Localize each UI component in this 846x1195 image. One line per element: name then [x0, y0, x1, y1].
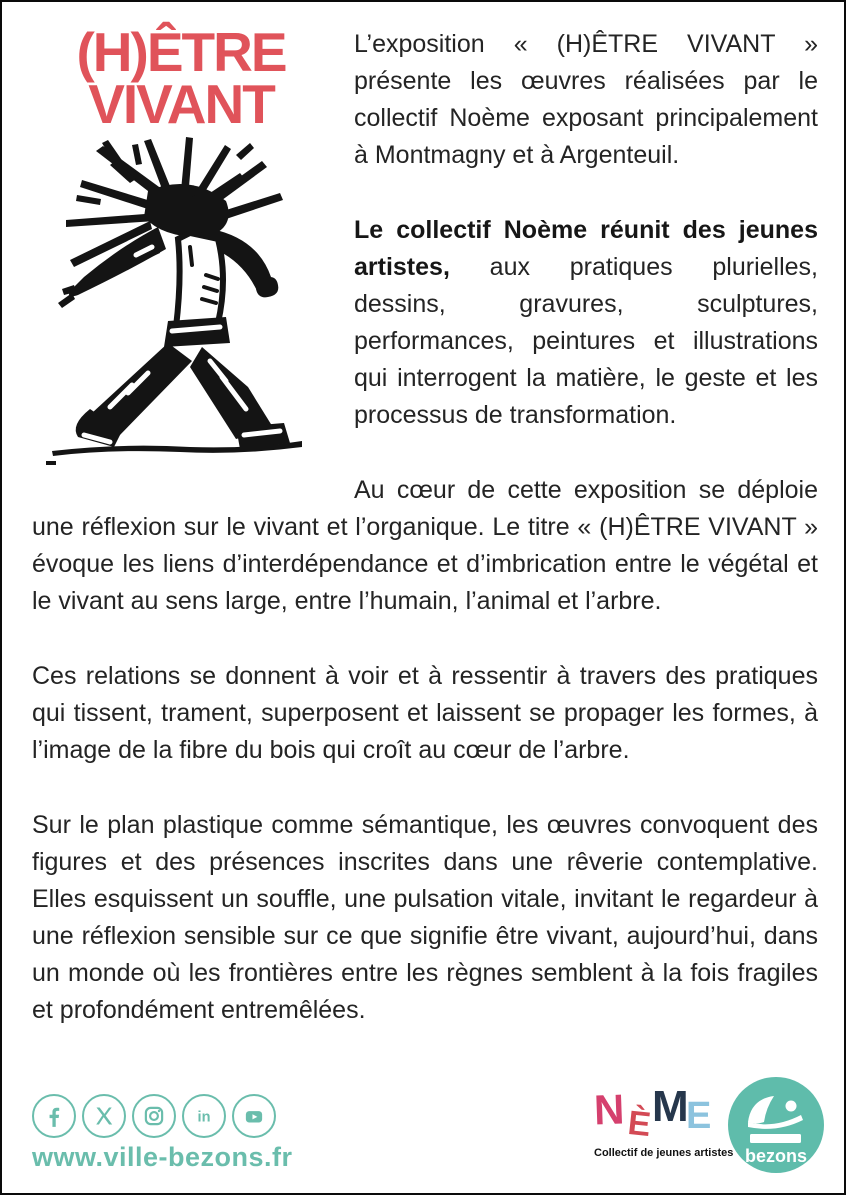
linkedin-icon[interactable]	[182, 1094, 226, 1138]
footer-city-links	[32, 1094, 293, 1173]
exhibition-title	[76, 21, 286, 136]
x-twitter-icon[interactable]	[82, 1094, 126, 1138]
dancer-linocut-illustration	[40, 135, 322, 471]
left-column	[32, 21, 330, 496]
footer-logos	[594, 1077, 824, 1173]
paragraph-plastique: Sur le plan plastique comme sémantique, les œuvres convoquent des figures et des présences inscrites dans une rêverie contemplative. Elles esquissent un souffle, une pulsation vitale, invitant le regardeur à une réflexion sensible sur ce que signifie être vivant, aujourd’hui, dans un monde où les frontières entre les règnes semblent à la fois fragiles et profondément entremêlées.	[32, 811, 818, 1024]
paragraph-reflection: Au cœur de cette exposition se déploie une réflexion sur le vivant et l’organique. Le titre « (H)ÊTRE VIVANT » évoque les liens d’interdépendance et d’imbrication entre le végétal et le vivant au sens large, entre l’humain, l’animal et l’arbre.	[32, 476, 818, 615]
noeme-tagline: Collectif de jeunes artistes	[594, 1147, 734, 1159]
title-line-1: (H)ÊTRE	[76, 21, 286, 83]
social-icons-row	[32, 1094, 293, 1138]
bezons-label: bezons	[744, 1146, 808, 1166]
instagram-icon[interactable]	[132, 1094, 176, 1138]
svg-text:in: in	[197, 1109, 211, 1126]
youtube-icon[interactable]	[232, 1094, 276, 1138]
paragraph-relations: Ces relations se donnent à voir et à ressentir à travers des pratiques qui tissent, trament, superposent et laissent se propager les formes, à l’image de la fibre du bois qui croît au cœur de l’arbre.	[32, 662, 818, 764]
paragraph-collective-bold-lead: Le collectif Noème réunit des jeunes artistes,	[354, 216, 818, 281]
noeme-letter-m: M	[652, 1082, 689, 1131]
paragraph-intro: L’exposition « (H)ÊTRE VIVANT » présente les œuvres réalisées par le collectif Noème exposant principalement à Montmagny et à Argenteuil.	[354, 30, 818, 169]
website-url[interactable]: www.ville-bezons.fr	[32, 1142, 293, 1172]
paragraph-collective-rest: aux pratiques plurielles, dessins, gravures, sculptures, performances, peintures et illustrations qui interrogent la matière, le geste et les processus de transformation.	[354, 253, 818, 429]
facebook-icon[interactable]	[32, 1094, 76, 1138]
noeme-letter-n: N	[593, 1085, 626, 1134]
noeme-letter-e: E	[686, 1095, 712, 1137]
noeme-logo	[593, 1082, 734, 1165]
main-content	[2, 2, 844, 1077]
bezons-city-logo	[728, 1077, 824, 1173]
footer	[2, 1077, 844, 1193]
noeme-letter-e-grave: È	[626, 1103, 653, 1145]
title-line-2: VIVANT	[88, 73, 274, 136]
